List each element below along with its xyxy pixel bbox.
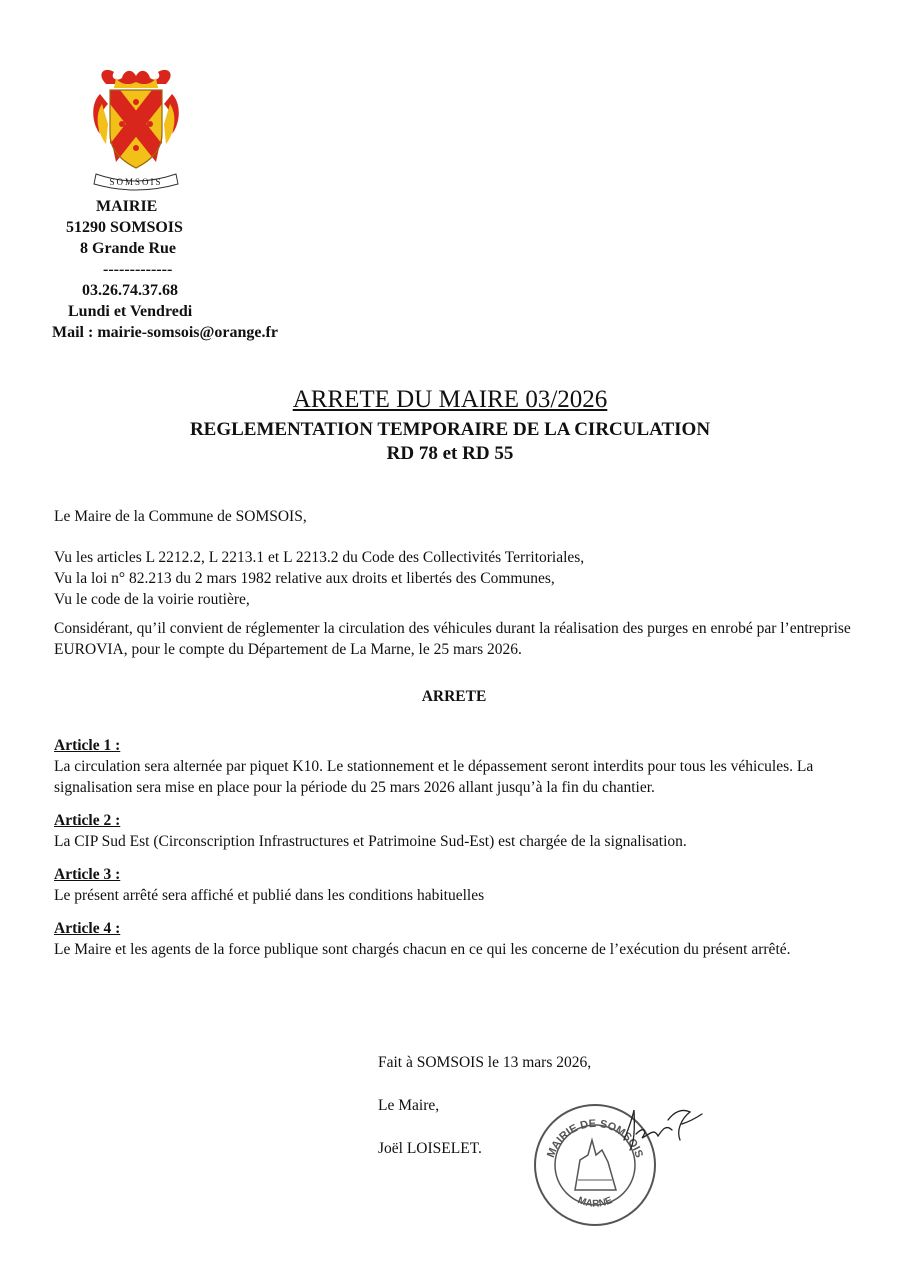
vu-item: Vu le code de la voirie routière, <box>54 591 250 608</box>
article-2 <box>54 810 854 852</box>
mairie-phone: 03.26.74.37.68 <box>82 282 178 299</box>
document-roads: RD 78 et RD 55 <box>386 443 514 464</box>
mairie-street: 8 Grande Rue <box>80 240 176 257</box>
article-label: Article 4 : <box>54 920 121 937</box>
document-title-block <box>0 384 900 466</box>
vu-item: Vu la loi n° 82.213 du 2 mars 1982 relative aux droits et libertés des Communes, <box>54 570 555 587</box>
stamp-top-text: MAIRIE DE SOMSOIS <box>545 1117 645 1160</box>
article-4 <box>54 918 854 960</box>
article-3 <box>54 864 854 906</box>
signer-name: Joël LOISELET. <box>378 1140 482 1157</box>
handwritten-signature <box>618 1100 708 1160</box>
intro-paragraph: Le Maire de la Commune de SOMSOIS, <box>54 508 307 525</box>
vu-item: Vu les articles L 2212.2, L 2213.1 et L 2213.2 du Code des Collectivités Territoriales, <box>54 549 585 566</box>
stamp-bottom-text: MARNE <box>576 1195 614 1210</box>
crest-banner-text: SOMSOIS <box>109 177 163 187</box>
somsois-coat-of-arms <box>86 64 186 192</box>
mairie-separator: ------------- <box>103 261 173 278</box>
article-text: La CIP Sud Est (Circonscription Infrastructures et Patrimoine Sud-Est) est chargée de la signalisation. <box>54 833 687 850</box>
mairie-mail: Mail : mairie-somsois@orange.fr <box>52 324 278 341</box>
article-text: La circulation sera alternée par piquet K10. Le stationnement et le dépassement seront interdits pour tous les véhicules. La signalisation sera mise en place pour la période du 25 mars 2026 allant jusqu’à la fin du chantier. <box>54 758 814 796</box>
place-date: Fait à SOMSOIS le 13 mars 2026, <box>378 1054 592 1071</box>
article-label: Article 1 : <box>54 737 121 754</box>
mairie-zip-city: 51290 SOMSOIS <box>66 219 183 236</box>
arrete-heading: ARRETE <box>421 688 487 705</box>
svg-text:MARNE <box>576 1195 614 1210</box>
mairie-opening-days: Lundi et Vendredi <box>68 303 193 320</box>
document-title: ARRETE DU MAIRE 03/2026 <box>292 386 608 413</box>
article-label: Article 2 : <box>54 812 121 829</box>
article-text: Le présent arrêté sera affiché et publié dans les conditions habituelles <box>54 887 485 904</box>
article-1 <box>54 735 854 798</box>
article-label: Article 3 : <box>54 866 121 883</box>
mairie-address-block <box>30 196 320 343</box>
vu-list <box>54 547 854 610</box>
document-subtitle: REGLEMENTATION TEMPORAIRE DE LA CIRCULATION <box>189 419 711 440</box>
signer-role: Le Maire, <box>378 1097 440 1114</box>
document-body <box>54 506 854 972</box>
article-text: Le Maire et les agents de la force publique sont chargés chacun en ce qui les concerne de l’exécution du présent arrêté. <box>54 941 791 958</box>
considerant-paragraph: Considérant, qu’il convient de réglementer la circulation des véhicules durant la réalisation des purges en enrobé par l’entreprise EUROVIA, pour le compte du Département de La Marne, le 25 mars 2026. <box>54 620 851 658</box>
mairie-label: MAIRIE <box>96 198 158 215</box>
